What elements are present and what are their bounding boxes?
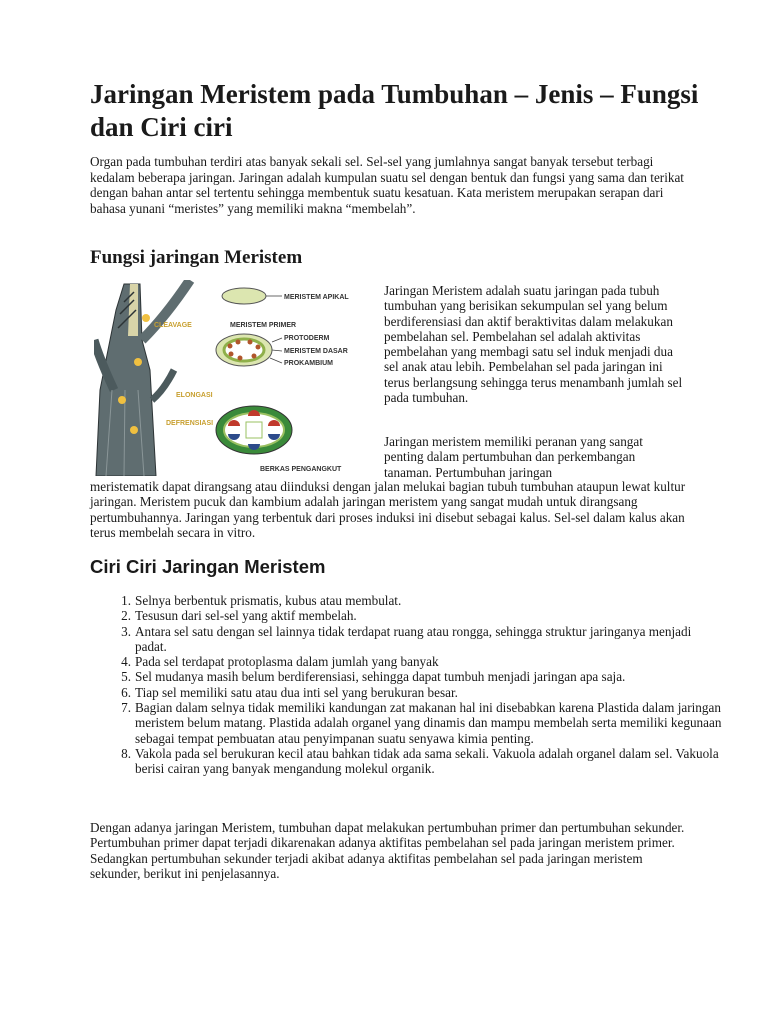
list-item: 8. Vakola pada sel berukuran kecil atau bahkan tidak ada sama sekali. Vakuola adalah organel dalam sel. Vakuola berisi cairan yang banyak mengandung molekul organik. [121,745,719,777]
vascular-bundle-disc [216,406,292,454]
label-elongasi: ELONGASI [176,392,213,399]
fungsi-paragraph-1: Jaringan Meristem adalah suatu jaringan pada tubuh tumbuhan yang berisikan sekumpulan sel yang belum berdiferensiasi dan aktif beraktivitas dalam melakukan pembelahan sel. Pembelahan sel adalah aktivitas pembelahan yang membagi satu sel induk menjadi dua sel anak atau lebih. Pembelahan sel pada jaringan ini terus berlangsung sehingga terus menambanh jumlah sel pada tumbuhan. [384,283,683,406]
section-heading-ciri: Ciri Ciri Jaringan Meristem [90,556,326,577]
label-meristem-apikal: MERISTEM APIKAL [284,294,349,301]
label-meristem-dasar: MERISTEM DASAR [284,348,348,355]
stem-illustration [94,280,190,476]
list-item: 3. Antara sel satu dengan sel lainnya tidak terdapat ruang atau rongga, sehingga struktur jaringanya menjadi padat. [121,623,692,654]
list-item: 1. Selnya berbentuk prismatis, kubus atau membulat. [121,593,402,608]
list-item: 2. Tesusun dari sel-sel yang aktif membelah. [121,608,357,624]
apical-disc [222,288,266,304]
fungsi-paragraph-2-full: meristematik dapat dirangsang atau diinduksi dengan jalan melukai bagian tubuh tumbuhan ataupun lewat kultur jaringan. Meristem pucuk dan kambium adalah jaringan meristem yang sangat mudah untuk dirangsang pertumbuhannya. Jaringan yang terbentuk dari proses induksi ini disebut sebagai kalus. Sel-sel dalam kalus akan terus membelah secara in vitro. [90,479,686,540]
closing-paragraph: Dengan adanya jaringan Meristem, tumbuhan dapat melakukan pertumbuhan primer dan pertumbuhan sekunder. Pertumbuhan primer dapat terjadi dikarenakan adanya aktifitas pembelahan sel pada jaringan meristem primer. Sedangkan pertumbuhan sekunder terjadi akibat adanya aktifitas pembelahan sel pada jaringan meristem sekunder, berikut ini penjelasannya. [90,820,685,881]
list-item: 5. Sel mudanya masih belum berdiferensiasi, sehingga dapat tumbuh menjadi jaringan apa saja. [121,669,626,685]
list-item: 4. Pada sel terdapat protoplasma dalam jumlah yang banyak [121,654,439,670]
meristem-diagram-svg [94,280,376,476]
label-meristem-primer: MERISTEM PRIMER [230,322,297,329]
primary-meristem-disc [216,334,272,366]
section-heading-fungsi: Fungsi jaringan Meristem [90,247,303,268]
label-berkas-pengangkut: BERKAS PENGANGKUT [260,466,342,473]
label-protoderm: PROTODERM [284,335,330,342]
label-cleavage: CLEAVAGE [154,322,192,329]
list-item: 6. Tiap sel memiliki satu atau dua inti sel yang berukuran besar. [121,684,458,700]
meristem-diagram [94,280,376,476]
label-prokambium: PROKAMBIUM [284,360,333,367]
fungsi-paragraph-2-side: Jaringan meristem memiliki peranan yang sangat penting dalam pertumbuhan dan perkembangan tanaman. Pertumbuhan jaringan [384,434,643,480]
ciri-list [90,593,725,777]
label-defrensiasi: DEFRENSIASI [166,420,214,427]
intro-paragraph: Organ pada tumbuhan terdiri atas banyak sekali sel. Sel-sel yang jumlahnya sangat banyak tersebut terbagi kedalam beberapa jaringan. Jaringan adalah kumpulan suatu sel dengan bentuk dan fungsi yang sama dan terikat dengan bahan antar sel tertentu sehingga membentuk suatu kesatuan. Kata meristem merupakan serapan dari bahasa yunani “meristes” yang memiliki makna “membelah”. [90,154,684,217]
page-title: Jaringan Meristem pada Tumbuhan – Jenis – Fungsi dan Ciri ciri [90,79,699,142]
list-item: 7. Bagian dalam selnya tidak memiliki kandungan zat makanan hal ini disebabkan karena Plastida dalam jaringan meristem belum matang. Plastida adalah organel yang dinamis dan mampu membelah serta memiliki kegunaan sebagai tempat pembuatan atau penyimpanan suatu senyawa kimia penting. [121,700,722,746]
